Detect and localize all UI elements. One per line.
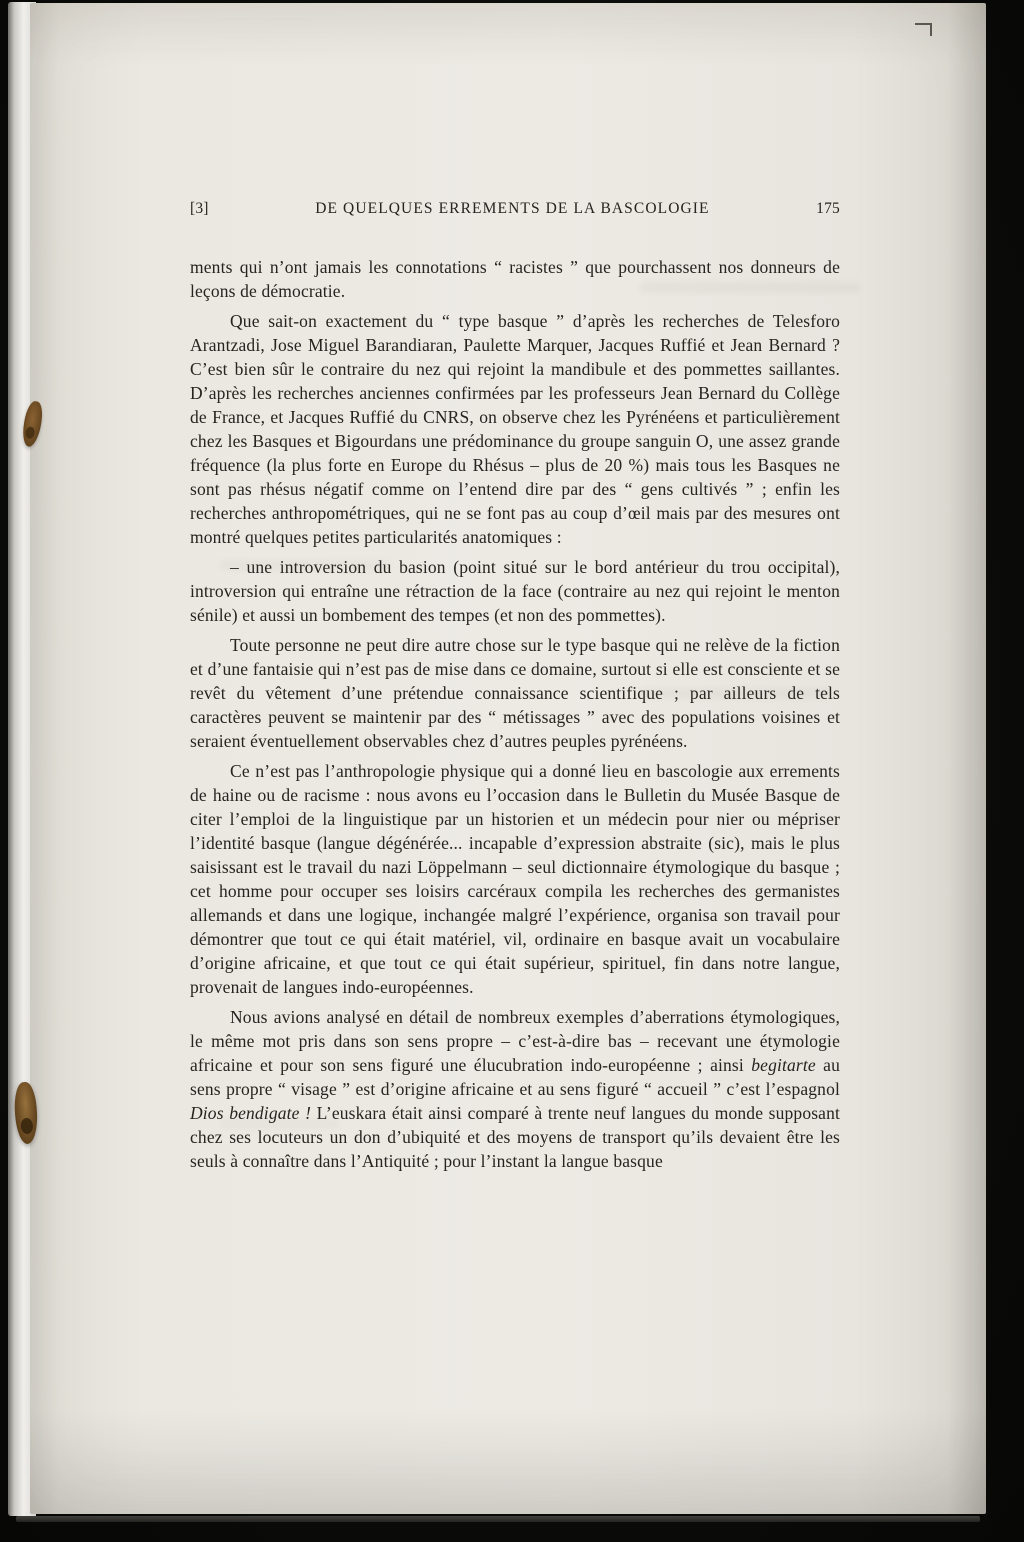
show-through-smudge: [220, 1118, 340, 1129]
paragraph: [190, 255, 840, 303]
paragraph: [190, 309, 840, 549]
text-run: Nous avions analysé en détail de nombreux exemples d’aberrations étymologiques, le même mot pris dans son sens propre – c’est-à-dire bas – recevant une étymologie africaine et pour son sens figuré une élucubration indo-européenne ; ainsi: [190, 1007, 840, 1075]
text-run: Que sait-on exactement du “ type basque ” d’après les recherches de Telesforo Arantzadi, Jose Miguel Barandiaran, Paulette Marquer, Jacques Ruffié et Jean Bernard ? C’est bien sûr le contraire du nez qui rejoint la mandibule et des pommettes saillantes. D’après les recherches anciennes confirmées par les professeurs Jean Bernard du Collège de France, et Jacques Ruffié du CNRS, on observe chez les Pyrénéens et particulièrement chez les Basques et Bigourdans une prédominance du groupe sanguin O, une assez grande fréquence (la plus forte en Europe du Rhésus – plus de 20 %) mais tous les Basques ne sont pas rhésus négatif comme on l’entend dire par des “ gens cultivés ” ; enfin les recherches anthropométriques, qui ne se font pas au coup d’œil mais par des mesures ont montré quelques petites particularités anatomiques :: [190, 311, 840, 547]
paragraph: [190, 759, 840, 999]
text-run: L’euskara était ainsi comparé à trente neuf langues du monde supposant chez ses locuteurs un don d’ubiquité et des moyens de transport qu’ils devaient être les seuls à connaître dans l’Antiquité ; pour l’instant la langue basque: [190, 1103, 841, 1171]
page-header: [190, 199, 840, 219]
show-through-smudge: [640, 688, 830, 699]
text-run: – une introversion du basion (point situé sur le bord antérieur du trou occipital), introversion qui entraîne une rétraction de la face (contraire au nez qui rejoint le menton sénile) et aussi un bombement des tempes (et non des pommettes).: [190, 557, 840, 625]
italic-term: begitarte: [751, 1055, 816, 1075]
body-text: [190, 255, 840, 1173]
corner-registration-mark: [915, 23, 932, 36]
show-through-smudge: [640, 282, 860, 293]
text-run: Toute personne ne peut dire autre chose sur le type basque qui ne relève de la fiction et d’une fantaisie qui n’est pas de mise dans ce domaine, surtout si elle est consciente et se revêt du vêtement d’une prétendue connaissance scientifique ; par ailleurs de tels caractères peuvent se maintenir par des “ métissages ” avec des populations voisines et seraient éventuellement observables chez d’autres peuples pyrénéens.: [190, 635, 840, 751]
page-stack-bottom-edge: [16, 1516, 980, 1522]
show-through-smudge: [220, 560, 390, 571]
text-run: ments qui n’ont jamais les connotations “ racistes ” que pourchassent nos donneurs de leçons de démocratie.: [190, 257, 840, 301]
running-title: DE QUELQUES ERREMENTS DE LA BASCOLOGIE: [315, 200, 710, 217]
text-run: Ce n’est pas l’anthropologie physique qui a donné lieu en bascologie aux errements de haine ou de racisme : nous avons eu l’occasion dans le Bulletin du Musée Basque de citer l’emploi de la linguistique par un historien et un médecin pour nier ou mépriser l’identité basque (langue dégénérée... incapable d’expression abstraite (sic), mais le plus saisissant est le travail du nazi Löppelmann – seul dictionnaire étymologique du basque ; cet homme pour occuper ses loisirs carcéraux compila les recherches des germanistes allemands et dans une logique, inchangée malgré l’expérience, organisa son travail pour démontrer que tout ce qui était matériel, vil, ordinaire en basque avait un vocabulaire d’origine africaine, et que tout ce qui était supérieur, spirituel, fin dans notre langue, provenait de langues indo-européennes.: [190, 761, 840, 997]
book-page: [30, 3, 986, 1514]
paragraph: [190, 1005, 840, 1173]
italic-term: Dios bendigate !: [190, 1103, 312, 1123]
section-marker: [3]: [190, 200, 209, 217]
page-number: 175: [816, 200, 840, 217]
text-run: au sens propre “ visage ” est d’origine africaine et au sens figuré “ accueil ” c’est l’espagnol: [190, 1055, 841, 1099]
